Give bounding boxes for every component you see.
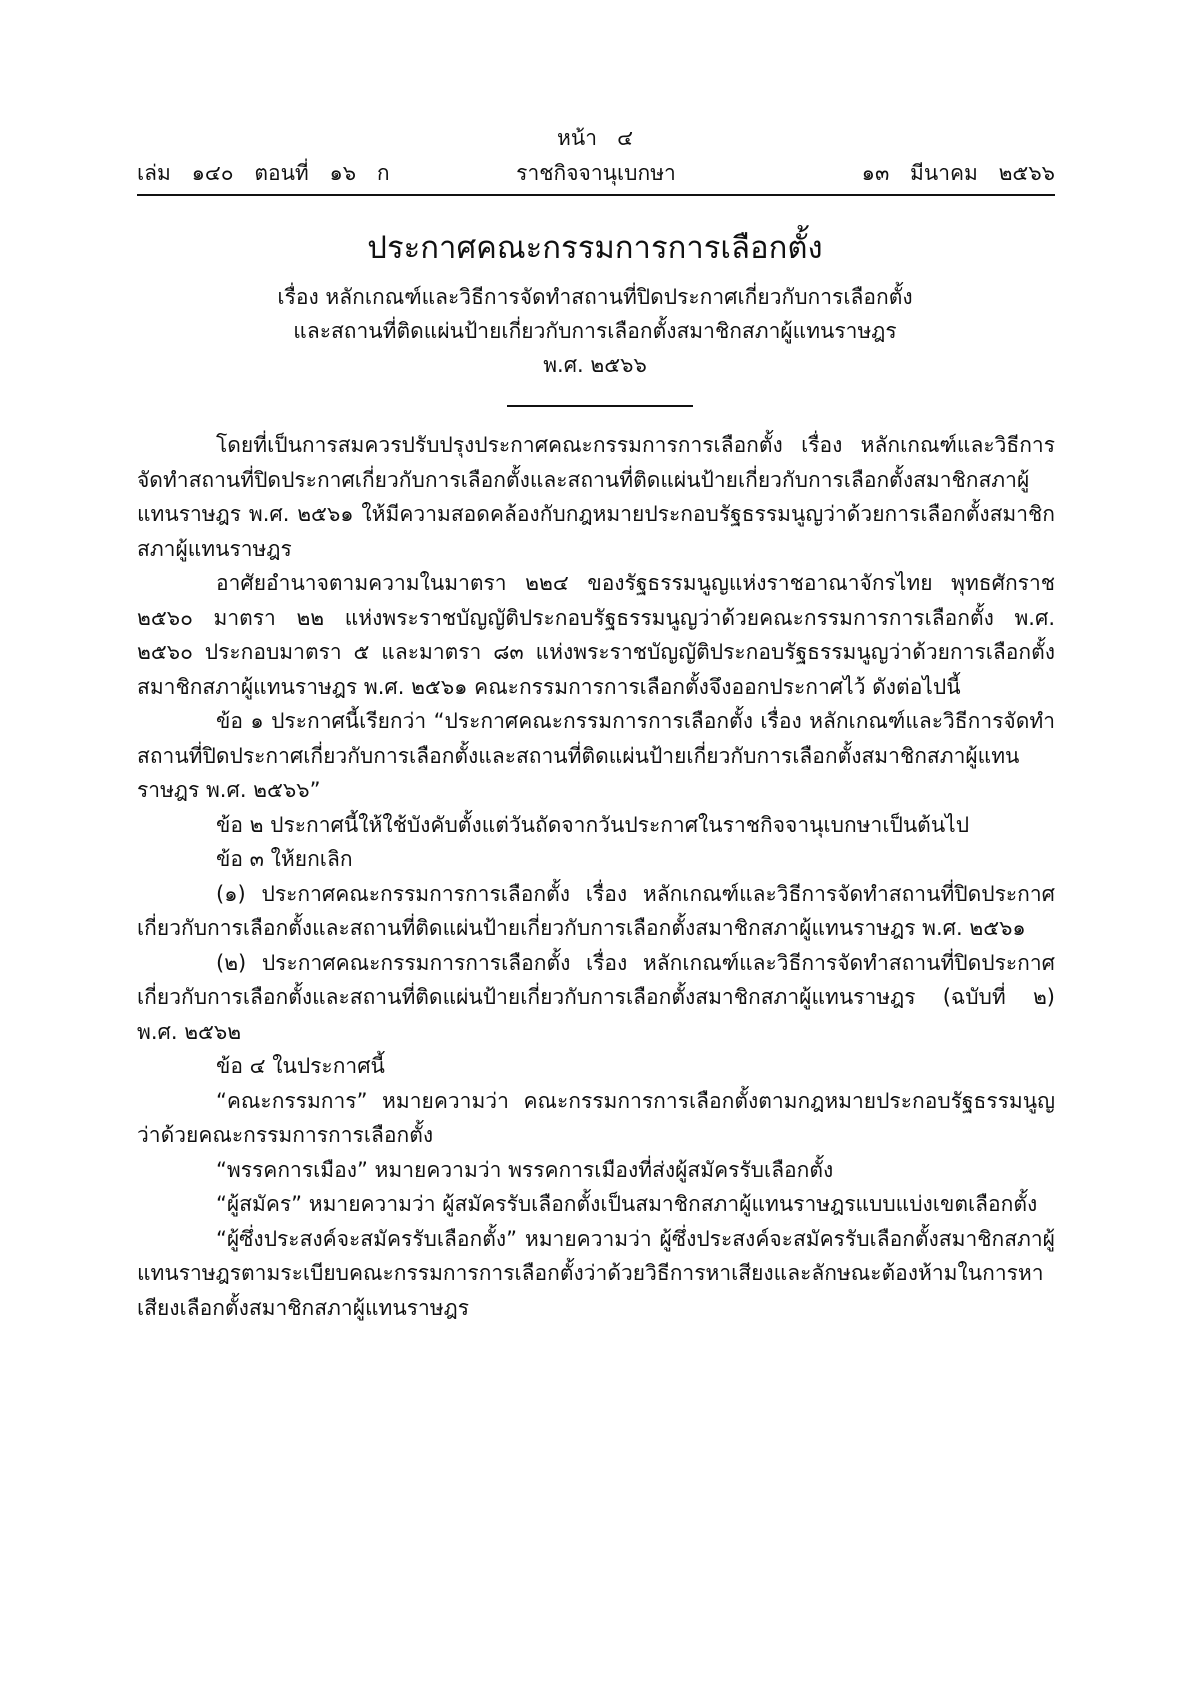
clause-4: ข้อ ๔ ในประกาศนี้: [216, 1054, 385, 1078]
document-subject: [0, 280, 1190, 382]
subject-line-1: เรื่อง หลักเกณฑ์และวิธีการจัดทำสถานที่ปิดประกาศเกี่ยวกับการเลือกตั้ง: [277, 285, 913, 309]
gazette-header: [137, 158, 1055, 188]
document-year: พ.ศ. ๒๕๖๖: [543, 353, 647, 377]
date-month: มีนาคม: [910, 161, 978, 185]
volume-label: เล่ม: [137, 161, 171, 185]
publication-date: [862, 158, 1055, 188]
clause-2: ข้อ ๒ ประกาศนี้ให้ใช้บังคับตั้งแต่วันถัดจากวันประกาศในราชกิจจานุเบกษาเป็นต้นไป: [216, 812, 970, 837]
definition-candidate: “ผู้สมัคร” หมายความว่า ผู้สมัครรับเลือกตั้งเป็นสมาชิกสภาผู้แทนราษฎรแบบแบ่งเขตเลือกตั้ง: [216, 1192, 1038, 1216]
definition-prospective-candidate: “ผู้ซึ่งประสงค์จะสมัครรับเลือกตั้ง” หมายความว่า ผู้ซึ่งประสงค์จะสมัครรับเลือกตั้งสมาชิกสภาผู้แทนราษฎรตามระเบียบคณะกรรมการการเลือกตั้งว่าด้วยวิธีการหาเสียงและลักษณะต้องห้ามในการหาเสียงเลือกตั้งสมาชิกสภาผู้แทนราษฎร: [137, 1226, 1055, 1320]
gazette-name: ราชกิจจานุเบกษา: [516, 161, 676, 185]
page-label: หน้า: [557, 126, 598, 150]
preamble-paragraph: โดยที่เป็นการสมควรปรับปรุงประกาศคณะกรรมการการเลือกตั้ง เรื่อง หลักเกณฑ์และวิธีการจัดทำสถานที่ปิดประกาศเกี่ยวกับการเลือกตั้งและสถานที่ติดแผ่นป้ายเกี่ยวกับการเลือกตั้งสมาชิกสภาผู้แทนราษฎร พ.ศ. ๒๕๖๑ ให้มีความสอดคล้องกับกฎหมายประกอบรัฐธรรมนูญว่าด้วยการเลือกตั้งสมาชิกสภาผู้แทนราษฎร: [137, 433, 1055, 561]
clause-1: ข้อ ๑ ประกาศนี้เรียกว่า “ประกาศคณะกรรมการการเลือกตั้ง เรื่อง หลักเกณฑ์และวิธีการจัดทำสถานที่ปิดประกาศเกี่ยวกับการเลือกตั้งและสถานที่ติดแผ่นป้ายเกี่ยวกับการเลือกตั้งสมาชิกสภาผู้แทนราษฎร พ.ศ. ๒๕๖๖”: [137, 709, 1055, 802]
page-number-line: [0, 124, 1190, 152]
definition-committee: “คณะกรรมการ” หมายความว่า คณะกรรมการการเลือกตั้งตามกฎหมายประกอบรัฐธรรมนูญว่าด้วยคณะกรรมการการเลือกตั้ง: [137, 1088, 1055, 1147]
title-divider: [507, 405, 693, 407]
volume-number: ๑๔๐: [191, 161, 234, 185]
header-divider: [137, 194, 1055, 196]
clause-3-item-2: (๒) ประกาศคณะกรรมการการเลือกตั้ง เรื่อง หลักเกณฑ์และวิธีการจัดทำสถานที่ปิดประกาศเกี่ยวกับการเลือกตั้งและสถานที่ติดแผ่นป้ายเกี่ยวกับการเลือกตั้งสมาชิกสภาผู้แทนราษฎร (ฉบับที่ ๒) พ.ศ. ๒๕๖๒: [137, 950, 1055, 1044]
definition-party: “พรรคการเมือง” หมายความว่า พรรคการเมืองที่ส่งผู้สมัครรับเลือกตั้ง: [216, 1157, 834, 1182]
issue-label: ตอนที่: [254, 161, 309, 185]
authority-paragraph: อาศัยอำนาจตามความในมาตรา ๒๒๔ ของรัฐธรรมนูญแห่งราชอาณาจักรไทย พุทธศักราช ๒๕๖๐ มาตรา ๒๒ แห่งพระราชบัญญัติประกอบรัฐธรรมนูญว่าด้วยคณะกรรมการการเลือกตั้ง พ.ศ. ๒๕๖๐ ประกอบมาตรา ๕ และมาตรา ๘๓ แห่งพระราชบัญญัติประกอบรัฐธรรมนูญว่าด้วยการเลือกตั้งสมาชิกสภาผู้แทนราษฎร พ.ศ. ๒๕๖๑ คณะกรรมการการเลือกตั้งจึงออกประกาศไว้ ดังต่อไปนี้: [137, 571, 1055, 699]
subject-line-2: และสถานที่ติดแผ่นป้ายเกี่ยวกับการเลือกตั้งสมาชิกสภาผู้แทนราษฎร: [293, 319, 897, 343]
issue-number: ๑๖: [329, 161, 357, 185]
section-letter: ก: [376, 161, 390, 185]
clause-3-item-1: (๑) ประกาศคณะกรรมการการเลือกตั้ง เรื่อง หลักเกณฑ์และวิธีการจัดทำสถานที่ปิดประกาศเกี่ยวกับการเลือกตั้งและสถานที่ติดแผ่นป้ายเกี่ยวกับการเลือกตั้งสมาชิกสภาผู้แทนราษฎร พ.ศ. ๒๕๖๑: [137, 881, 1055, 940]
clause-3: ข้อ ๓ ให้ยกเลิก: [216, 847, 353, 871]
date-day: ๑๓: [861, 161, 890, 185]
page-number: ๔: [617, 126, 633, 150]
document-title: ประกาศคณะกรรมการการเลือกตั้ง: [367, 230, 823, 266]
document-body: [137, 428, 1055, 1325]
date-year: ๒๕๖๖: [998, 161, 1055, 185]
